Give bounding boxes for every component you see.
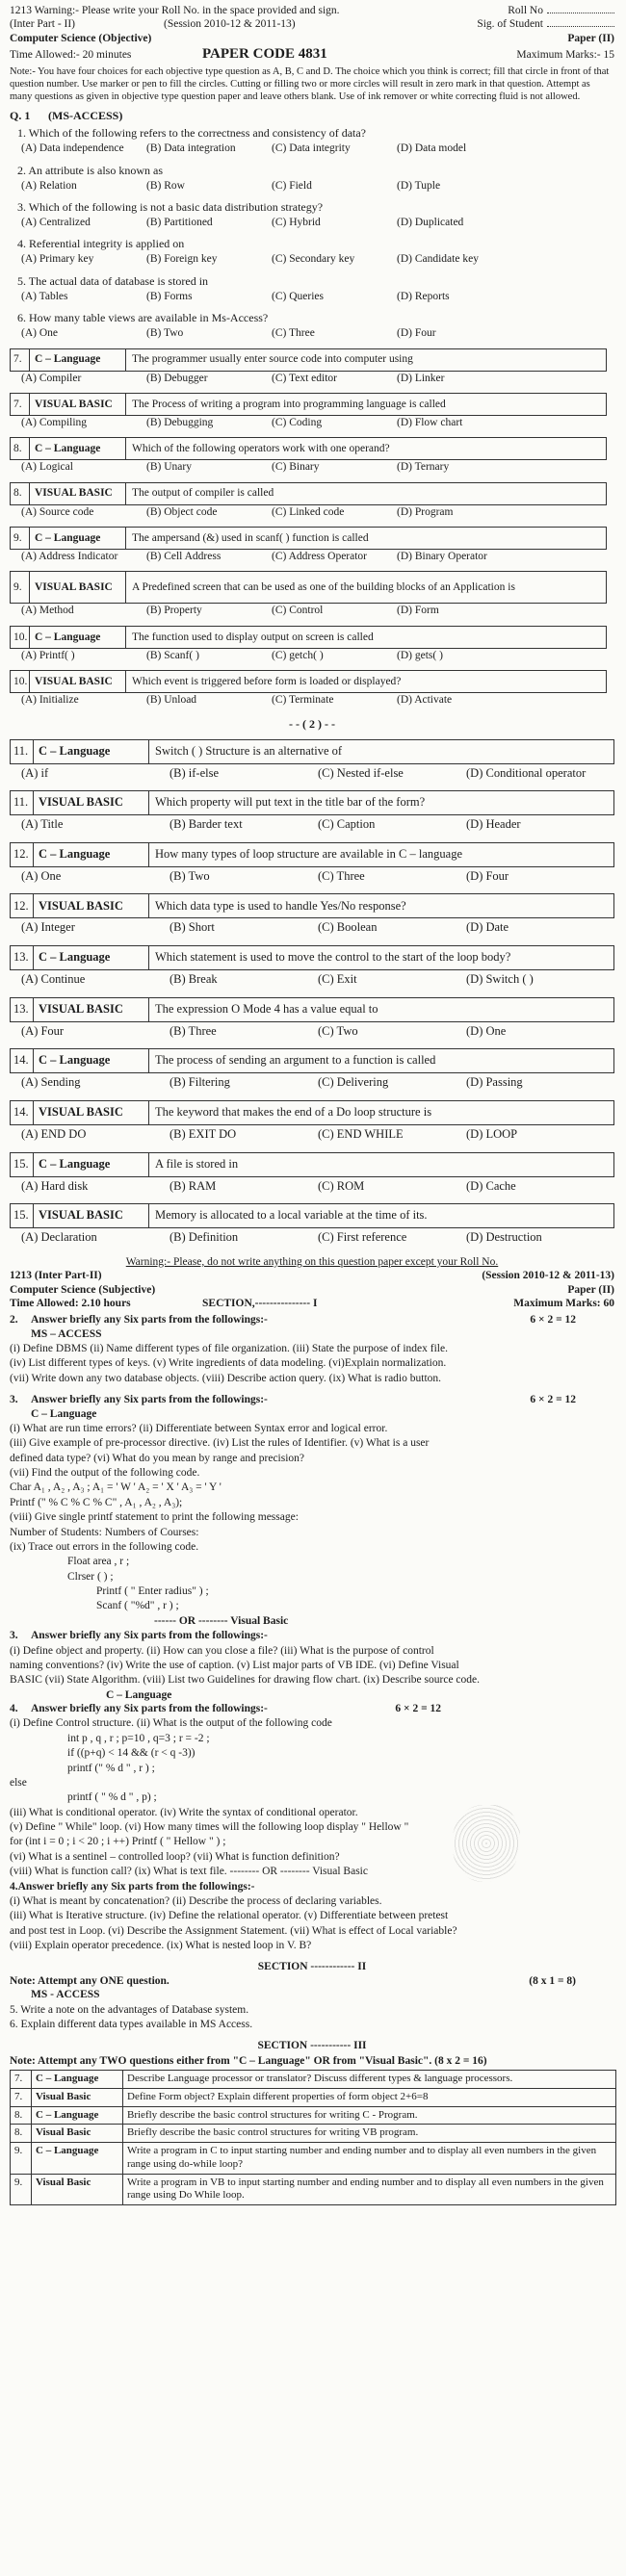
option-b: (B) Debugger (146, 372, 208, 384)
mcq-subject: VISUAL BASIC (34, 894, 149, 917)
mcq-number: 11. (11, 740, 34, 763)
option-d: (D) Cache (466, 1178, 516, 1193)
option-a: (A) Method (21, 605, 74, 617)
mcq-item (10, 274, 614, 303)
mcq-subject: VISUAL BASIC (34, 1101, 149, 1124)
mcq-stem: Referential integrity is applied on (29, 237, 185, 251)
mcq-subject: C – Language (34, 946, 149, 969)
mcq-subject: VISUAL BASIC (30, 671, 126, 692)
mcq-stem: Memory is allocated to a local variable at the time of its. (155, 1208, 428, 1223)
boxed-mcq (10, 945, 614, 988)
option-c: (C) Three (318, 868, 365, 883)
mcq-number: 4. (17, 237, 26, 251)
mcq-stem: The Process of writing a program into programming language is called (132, 398, 446, 410)
mcq-number: 3. (17, 200, 26, 214)
q3-heading: Answer briefly any Six parts from the followings:- (31, 1394, 268, 1406)
mcq-item (10, 126, 614, 155)
option-c: (C) Binary (272, 461, 320, 474)
mcq-subject: VISUAL BASIC (30, 572, 126, 603)
code-line: Number of Students: Numbers of Courses: (10, 1526, 199, 1538)
option-d: (D) Ternary (397, 461, 450, 474)
option-a: (A) Logical (21, 461, 73, 474)
code-line: Float area , r ; (67, 1556, 130, 1568)
mcq-subject: VISUAL BASIC (34, 1204, 149, 1227)
option-c: (C) First reference (318, 1230, 407, 1245)
mcq-stem: Which event is triggered before form is loaded or displayed? (132, 675, 402, 687)
subject-label: Computer Science (Objective) (10, 32, 152, 44)
q4-vb-line: and post test in Loop. (vi) Describe the Assignment Statement. (vii) What is effect of Local variable? (10, 1924, 457, 1937)
subjective-code: 1213 (Inter Part-II) (10, 1270, 102, 1282)
option-d: (D) Duplicated (397, 217, 464, 228)
option-a: (A) Compiler (21, 372, 82, 384)
fingerprint-mark (453, 1805, 520, 1882)
option-c: (C) Field (272, 179, 312, 192)
option-c: (C) Text editor (272, 372, 337, 384)
mcq-stem: An attribute is also known as (28, 163, 163, 177)
q2-marks: 6 × 2 = 12 (530, 1314, 576, 1327)
q2-line: (i) Define DBMS (ii) Name different types of file organization. (iii) State the purpose of index file. (10, 1343, 448, 1354)
time-allowed: Time Allowed:- 20 minutes (10, 49, 132, 62)
mcq-number: 9. (11, 572, 30, 603)
option-b: (B) Row (146, 179, 185, 192)
option-d: (D) Conditional operator (466, 765, 587, 780)
subjective-paper: Paper (II) (567, 1283, 614, 1296)
code-line: else (10, 1776, 27, 1789)
option-c: (C) Three (272, 327, 315, 340)
option-a: (A) Hard disk (21, 1178, 89, 1193)
subjective-section (10, 1255, 614, 2205)
code-line: Printf ( " Enter radius" ) ; (96, 1585, 209, 1597)
q3-subject: C – Language (31, 1407, 97, 1420)
section-3-table (10, 2070, 616, 2205)
option-c: (C) Address Operator (272, 551, 368, 562)
mcq-stem: How many table views are available in Ms-Access? (29, 311, 269, 325)
row-subject: C – Language (32, 2143, 123, 2175)
mcq-subject: C – Language (34, 740, 149, 763)
q4-vb-line: (iii) What is Iterative structure. (iv) Define the relational operator. (v) Differentiate between pretest (10, 1910, 449, 1922)
section-2-subject: MS - ACCESS (31, 1989, 100, 2001)
option-b: (B) EXIT DO (170, 1126, 237, 1141)
option-d: (D) Reports (397, 290, 450, 302)
option-a: (A) Declaration (21, 1230, 97, 1245)
table-row (11, 2088, 616, 2106)
q4-subject: C – Language (106, 1688, 172, 1701)
row-subject: C – Language (32, 2106, 123, 2125)
code-line: printf ( " % d " , p) ; (67, 1791, 157, 1804)
row-subject: Visual Basic (32, 2125, 123, 2143)
code-line: Printf (" % C % C % C" , A₁ , A₂ , A₃); (10, 1496, 183, 1508)
boxed-mcq (10, 842, 614, 885)
option-c: (C) Queries (272, 290, 324, 302)
option-a: (A) Initialize (21, 694, 79, 707)
mcq-stem: The output of compiler is called (132, 487, 274, 500)
row-text: Briefly describe the basic control structures for writing C - Program. (123, 2106, 616, 2125)
mcq-number: 13. (11, 998, 34, 1021)
boxed-mcq (10, 482, 614, 519)
subjective-subject: Computer Science (Subjective) (10, 1283, 156, 1296)
table-row (11, 2125, 616, 2143)
mcq-number: 1. (17, 126, 26, 141)
q4-line: (i) Define Control structure. (ii) What is the output of the following code (10, 1717, 332, 1730)
mcq-item (10, 237, 614, 266)
paper-code: PAPER CODE 4831 (202, 46, 327, 63)
q4-line: (viii) What is function call? (ix) What is text file. -------- OR -------- Visual Basic (10, 1866, 368, 1878)
code-line: (viii) Give single printf statement to print the following message: (10, 1511, 299, 1524)
option-b: (B) Two (170, 868, 210, 883)
boxed-mcq (10, 997, 614, 1040)
boxed-mcq (10, 527, 614, 563)
boxed-mcq (10, 1152, 614, 1195)
row-number: 8. (11, 2125, 32, 2143)
option-c: (C) Coding (272, 416, 323, 428)
mcq-item (10, 164, 614, 193)
mcq-number: 8. (11, 483, 30, 504)
q3-line: (iii) Give example of pre-processor directive. (iv) List the rules of Identifier. (v) What is a user (10, 1437, 430, 1450)
option-c: (C) Linked code (272, 505, 345, 518)
option-a: (A) Compiling (21, 416, 88, 428)
option-d: (D) Destruction (466, 1230, 542, 1245)
boxed-mcq (10, 670, 614, 707)
option-a: (A) Integer (21, 920, 75, 935)
option-b: (B) Unload (146, 694, 197, 707)
option-c: (C) Data integrity (272, 142, 351, 155)
boxed-mcq (10, 437, 614, 474)
row-subject: Visual Basic (32, 2174, 123, 2205)
option-d: (D) LOOP (466, 1126, 518, 1141)
option-b: (B) Short (170, 920, 215, 935)
option-b: (B) Unary (146, 461, 192, 474)
row-text: Briefly describe the basic control structures for writing VB program. (123, 2125, 616, 2143)
q3-vb-number: 3. (10, 1630, 18, 1642)
option-c: (C) Hybrid (272, 217, 321, 228)
q1-heading (10, 109, 614, 123)
mcq-number: 5. (17, 273, 26, 288)
section-2-marks: (8 x 1 = 8) (529, 1974, 576, 1987)
mcq-number: 11. (11, 791, 34, 814)
q4-marks: 6 × 2 = 12 (395, 1703, 441, 1714)
mcq-stem: Which of the following is not a basic data distribution strategy? (28, 200, 324, 214)
q1-label: Q. 1 (10, 109, 31, 123)
row-text: Write a program in VB to input starting number and ending number and to display all even numbers in the given range using Do While loop. (123, 2174, 616, 2205)
option-b: (B) Definition (170, 1230, 239, 1245)
mcq-stem: Which data type is used to handle Yes/No response? (155, 898, 406, 913)
row-text: Write a program in C to input starting number and ending number and to display all even numbers in the given range using do-while loop? (123, 2143, 616, 2175)
option-b: (B) Barder text (170, 817, 243, 832)
option-a: (A) Title (21, 817, 64, 832)
subjective-marks: Maximum Marks: 60 (513, 1297, 614, 1309)
part-label: (Inter Part - II) (10, 18, 76, 31)
option-b: (B) Property (146, 605, 202, 617)
q3-vb-heading: Answer briefly any Six parts from the followings:- (31, 1630, 268, 1642)
q4-line: (v) Define " While" loop. (vi) How many times will the following loop display " Hellow " (10, 1821, 409, 1833)
subjective-warning: Warning:- Please, do not write anything on this question paper except your Roll No. (125, 1255, 499, 1268)
q3-number: 3. (10, 1394, 18, 1406)
mcq-number: 15. (11, 1204, 34, 1227)
boxed-mcq (10, 626, 614, 662)
row-subject: C – Language (32, 2071, 123, 2089)
mcq-subject: VISUAL BASIC (34, 998, 149, 1021)
code-line: int p , q , r ; p=10 , q=3 ; r = -2 ; (67, 1732, 210, 1744)
boxed-mcq (10, 739, 614, 782)
signature-field (547, 26, 614, 27)
option-c: (C) END WHILE (318, 1126, 404, 1141)
option-a: (A) Relation (21, 179, 77, 192)
option-d: (D) Candidate key (397, 253, 479, 266)
code-line: printf (" % d " , r ) ; (67, 1762, 155, 1774)
mcq-stem: Which of the following refers to the correctness and consistency of data? (28, 126, 366, 141)
instructions-note: Note:- You have four choices for each objective type question as A, B, C and D. The choice which you think is correct; fill that circle in front of that question number. Use marker or pen to fill the circles. Cutting or filling two or more circles will result in zero mark in that question. Attempt as many questions as given in objective type question paper and leave others blank. Use of ink remover or white correcting fluid is not allowed. (10, 65, 610, 103)
option-c: (C) getch( ) (272, 649, 324, 661)
q3-line: (i) What are run time errors? (ii) Differentiate between Syntax error and logical error. (10, 1422, 388, 1434)
code-line: if ((p+q) < 14 && (r < q -3)) (67, 1747, 196, 1760)
mcq-number: 14. (11, 1049, 34, 1072)
table-row (11, 2143, 616, 2175)
mcq-stem: The function used to display output on screen is called (132, 631, 374, 643)
option-d: (D) Data model (397, 142, 467, 155)
q4-line: (iii) What is conditional operator. (iv) Write the syntax of conditional operator. (10, 1806, 358, 1818)
mcq-subject: VISUAL BASIC (30, 394, 126, 415)
q2-number: 2. (10, 1314, 18, 1327)
table-row (11, 2174, 616, 2205)
paper-label: Paper (II) (567, 32, 614, 44)
option-a: (A) Address Indicator (21, 551, 118, 562)
boxed-mcq (10, 1048, 614, 1091)
q4-number: 4. (10, 1703, 18, 1714)
option-c: (C) Nested if-else (318, 765, 404, 780)
option-a: (A) Printf( ) (21, 649, 75, 661)
mcq-stem: Which property will put text in the title bar of the form? (155, 795, 426, 810)
option-a: (A) Centralized (21, 217, 91, 228)
option-d: (D) Activate (397, 694, 453, 707)
option-c: (C) Secondary key (272, 253, 355, 266)
option-d: (D) Switch ( ) (466, 972, 534, 986)
warning-line: 1213 Warning:- Please write your Roll No. in the space provided and sign. (10, 5, 340, 16)
section-2-q5: 5. Write a note on the advantages of Database system. (10, 2003, 249, 2016)
q4-line: (vi) What is a sentinel – controlled loop? (vii) What is function definition? (10, 1850, 340, 1863)
row-text: Define Form object? Explain different properties of form object 2+6=8 (123, 2088, 616, 2106)
option-a: (A) Continue (21, 972, 86, 986)
option-a: (A) if (21, 765, 49, 780)
code-line: Char A₁ , A₂ , A₃ ; A₁ = ' W ' A₂ = ' X ' A₃ = ' Y ' (10, 1481, 222, 1494)
mcq-stem: How many types of loop structure are available in C – language (155, 846, 463, 861)
q3-marks: 6 × 2 = 12 (530, 1394, 576, 1406)
mcq-number: 2. (17, 163, 26, 177)
option-b: (B) if-else (170, 765, 220, 780)
option-b: (B) Scanf( ) (146, 649, 199, 661)
option-c: (C) ROM (318, 1178, 365, 1193)
option-a: (A) One (21, 868, 62, 883)
option-c: (C) Caption (318, 817, 376, 832)
mcq-item (10, 200, 614, 229)
mcq-subject: C – Language (34, 843, 149, 866)
row-number: 8. (11, 2106, 32, 2125)
option-d: (D) Four (397, 327, 436, 340)
boxed-mcq (10, 348, 614, 385)
mcq-stem: The expression O Mode 4 has a value equal to (155, 1001, 378, 1016)
session-label: (Session 2010-12 & 2011-13) (164, 18, 296, 31)
mcq-stem: The ampersand (&) used in scanf( ) function is called (132, 531, 369, 544)
mcq-number: 9. (11, 528, 30, 549)
option-b: (B) Filtering (170, 1075, 230, 1090)
subjective-session: (Session 2010-12 & 2011-13) (482, 1270, 614, 1282)
option-b: (B) Foreign key (146, 253, 218, 266)
option-b: (B) Object code (146, 505, 218, 518)
option-b: (B) Partitioned (146, 217, 213, 228)
option-c: (C) Boolean (318, 920, 378, 935)
option-a: (A) Tables (21, 290, 68, 302)
q4-vb-line: (viii) Explain operator precedence. (ix) What is nested loop in V. B? (10, 1940, 312, 1951)
option-b: (B) Debugging (146, 416, 214, 428)
option-a: (A) Source code (21, 505, 94, 518)
option-d: (D) One (466, 1023, 507, 1038)
boxed-mcq (10, 790, 614, 833)
mcq-number: 6. (17, 311, 26, 325)
q4-heading: Answer briefly any Six parts from the followings:- (31, 1703, 268, 1714)
option-d: (D) Binary Operator (397, 551, 487, 562)
mcq-number: 12. (11, 894, 34, 917)
option-d: (D) Form (397, 605, 439, 617)
option-b: (B) Three (170, 1023, 217, 1038)
mcq-stem: The keyword that makes the end of a Do loop structure is (155, 1105, 432, 1120)
table-row (11, 2106, 616, 2125)
signature-label: Sig. of Student (477, 18, 543, 31)
mcq-stem: Which of the following operators work with one operand? (132, 443, 390, 455)
option-c: (C) Exit (318, 972, 357, 986)
ms-access-mcqs (10, 126, 614, 340)
option-b: (B) Forms (146, 290, 193, 302)
q4-line: for (int i = 0 ; i < 20 ; i ++) Printf ( " Hellow " ) ; (10, 1836, 226, 1848)
boxed-mcq (10, 571, 614, 617)
code-line: Scanf ( "%d" , r ) ; (96, 1600, 179, 1612)
mcq-stem: Which statement is used to move the control to the start of the loop body? (155, 950, 511, 965)
option-a: (A) Primary key (21, 253, 94, 266)
option-c: (C) Two (318, 1023, 358, 1038)
option-c: (C) Terminate (272, 694, 334, 707)
q3-line: defined data type? (vi) What do you mean by range and precision? (10, 1452, 305, 1464)
row-number: 9. (11, 2143, 32, 2175)
mcq-stem: The programmer usually enter source code into computer using (132, 353, 413, 366)
boxed-mcq (10, 893, 614, 936)
option-d: (D) Tuple (397, 179, 441, 192)
mcq-stem: The actual data of database is stored in (28, 273, 209, 288)
option-d: (D) Header (466, 817, 521, 832)
option-a: (A) END DO (21, 1126, 87, 1141)
row-subject: Visual Basic (32, 2088, 123, 2106)
q3-line: (vii) Find the output of the following code. (10, 1467, 200, 1479)
code-line: Clrser ( ) ; (67, 1570, 114, 1583)
boxed-mcq (10, 1203, 614, 1246)
boxed-mcq (10, 393, 614, 429)
mcq-number: 10. (11, 671, 30, 692)
table-row (11, 2071, 616, 2089)
q3-vb-line: naming conventions? (iv) Write the use of caption. (v) List major parts of VB IDE. (vi) Define Visual (10, 1659, 459, 1671)
mcq-subject: C – Language (30, 528, 126, 549)
q4-vb-heading: 4.Answer briefly any Six parts from the followings:- (10, 1880, 255, 1893)
mcq-number: 8. (11, 438, 30, 459)
mcq-subject: C – Language (34, 1049, 149, 1072)
boxed-mcqs-page2 (10, 739, 614, 1246)
option-a: (A) Sending (21, 1075, 81, 1090)
option-d: (D) gets( ) (397, 649, 443, 661)
option-d: (D) Four (466, 868, 509, 883)
q2-subject: MS – ACCESS (31, 1327, 102, 1340)
or-visual-basic: ------ OR -------- Visual Basic (154, 1614, 289, 1627)
mcq-number: 15. (11, 1153, 34, 1176)
mcq-subject: C – Language (34, 1153, 149, 1176)
objective-header (10, 4, 614, 103)
option-b: (B) Data integration (146, 142, 236, 155)
mcq-stem: The process of sending an argument to a function is called (155, 1053, 436, 1068)
section-2-note: Note: Attempt any ONE question. (10, 1974, 170, 1987)
mcq-stem: A Predefined screen that can be used as one of the building blocks of an Application is (132, 581, 515, 594)
section-1-title: SECTION,--------------- I (202, 1297, 318, 1309)
mcq-stem: A file is stored in (155, 1156, 239, 1171)
max-marks: Maximum Marks:- 15 (516, 49, 614, 62)
mcq-number: 7. (11, 349, 30, 371)
mcq-subject: C – Language (30, 627, 126, 648)
option-d: (D) Date (466, 920, 509, 935)
section-3-title: SECTION ----------- III (257, 2040, 367, 2052)
page-separator: - - ( 2 ) - - (289, 716, 335, 731)
mcq-stem: Switch ( ) Structure is an alternative of (155, 743, 343, 758)
option-d: (D) Linker (397, 372, 445, 384)
option-a: (A) One (21, 327, 58, 340)
option-c: (C) Delivering (318, 1075, 389, 1090)
row-number: 7. (11, 2088, 32, 2106)
q1-title: (MS-ACCESS) (48, 109, 123, 123)
mcq-subject: C – Language (30, 438, 126, 459)
mcq-number: 14. (11, 1101, 34, 1124)
mcq-number: 10. (11, 627, 30, 648)
mcq-number: 7. (11, 394, 30, 415)
q2-line: (iv) List different types of keys. (v) Write ingredients of data modeling. (vi)Explain normalization. (10, 1357, 447, 1370)
row-number: 7. (11, 2071, 32, 2089)
option-b: (B) Break (170, 972, 218, 986)
q3-vb-line: BASIC (vii) State Algorithm. (viii) List two Guidelines for drawing flow chart. (ix) Describe source code. (10, 1674, 481, 1687)
option-d: (D) Passing (466, 1075, 523, 1090)
mcq-subject: VISUAL BASIC (34, 791, 149, 814)
option-a: (A) Four (21, 1023, 65, 1038)
boxed-mcqs-page1 (10, 348, 614, 708)
subjective-time: Time Allowed: 2.10 hours (10, 1297, 131, 1309)
q2-heading: Answer briefly any Six parts from the followings:- (31, 1314, 268, 1327)
mcq-number: 13. (11, 946, 34, 969)
q4-vb-line: (i) What is meant by concatenation? (ii) Describe the process of declaring variables. (10, 1894, 382, 1907)
option-d: (D) Flow chart (397, 416, 463, 428)
mcq-item (10, 311, 614, 340)
option-c: (C) Control (272, 605, 324, 617)
roll-no-label: Roll No (508, 5, 543, 16)
row-text: Describe Language processor or translator? Discuss different types & language processors. (123, 2071, 616, 2089)
option-d: (D) Program (397, 505, 454, 518)
q2-line: (vii) Write down any two database objects. (viii) Describe action query. (ix) What is radio button. (10, 1372, 442, 1384)
option-a: (A) Data independence (21, 142, 124, 155)
mcq-number: 12. (11, 843, 34, 866)
section-2-title: SECTION ------------ II (257, 1961, 367, 1973)
section-2-q6: 6. Explain different data types available in MS Access. (10, 2018, 253, 2030)
boxed-mcq (10, 1100, 614, 1143)
code-line: (ix) Trace out errors in the following code. (10, 1540, 199, 1553)
section-3-note: Note: Attempt any TWO questions either from "C – Language" OR from "Visual Basic". (8 x 2 = 16) (10, 2054, 487, 2067)
option-b: (B) Cell Address (146, 551, 222, 562)
option-b: (B) RAM (170, 1178, 217, 1193)
option-b: (B) Two (146, 327, 184, 340)
mcq-subject: VISUAL BASIC (30, 483, 126, 504)
q3-vb-line: (i) Define object and property. (ii) How can you close a file? (iii) What is the purpose of control (10, 1644, 434, 1657)
mcq-subject: C – Language (30, 349, 126, 371)
row-number: 9. (11, 2174, 32, 2205)
